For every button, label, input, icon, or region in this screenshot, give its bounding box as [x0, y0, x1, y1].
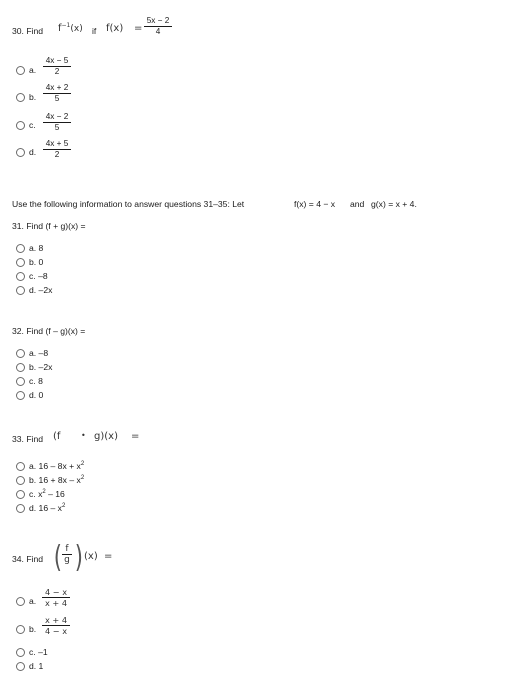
q33-equals: =	[131, 431, 140, 442]
q34-option-c: c. –1	[29, 647, 48, 657]
q33-prefix: 33. Find	[12, 434, 44, 444]
q33-expr-f: (f	[53, 431, 61, 442]
q34-left-paren: (	[53, 540, 62, 575]
q33-option-b-radio[interactable]	[16, 476, 25, 485]
q34-option-b-fraction: x + 4 4 − x	[41, 615, 71, 636]
q32-option-d-radio[interactable]	[16, 391, 25, 400]
q34-option-a-fraction: 4 − x x + 4	[41, 587, 71, 608]
q30-option-a-fraction: 4x − 5 2	[42, 56, 72, 77]
q33-option-c-radio[interactable]	[16, 490, 25, 499]
q33-option-d-radio[interactable]	[16, 504, 25, 513]
q34-equals: =	[104, 551, 113, 562]
q33-dot: •	[81, 431, 86, 440]
q30-option-a-label: a.	[29, 65, 37, 75]
q30-fraction: 5x − 2 4	[143, 16, 173, 37]
q34-option-a-radio[interactable]	[16, 597, 25, 606]
q32-option-c-radio[interactable]	[16, 377, 25, 386]
q30-option-c-radio[interactable]	[16, 121, 25, 130]
q33-option-a-radio[interactable]	[16, 462, 25, 471]
q31-option-a: a. 8	[29, 243, 44, 253]
q31-option-b: b. 0	[29, 257, 44, 267]
q31-option-c: c. –8	[29, 271, 48, 281]
info-f-def: f(x) = 4 − x	[294, 199, 336, 209]
q32-option-d: d. 0	[29, 390, 44, 400]
q33-option-a: a. $16 - 8x + x^2$	[29, 461, 85, 471]
q30-option-d-fraction: 4x + 5 2	[42, 139, 72, 160]
q31-option-c-radio[interactable]	[16, 272, 25, 281]
q30-option-b-label: b.	[29, 92, 37, 102]
q30-fx: f(x)	[106, 23, 124, 34]
q30-finverse: $f^{-1}(x)$	[58, 22, 83, 34]
q34-fraction: f g	[61, 544, 73, 565]
q33-option-b: b. $16 + 8x - x^2$	[29, 475, 85, 485]
q33-option-c: c. $x^2 - 16$	[29, 489, 65, 499]
q31-option-d-radio[interactable]	[16, 286, 25, 295]
q30-option-b-radio[interactable]	[16, 93, 25, 102]
q34-option-b-label: b.	[29, 624, 37, 634]
q32-option-a: a. –8	[29, 348, 49, 358]
info-g-def: g(x) = x + 4.	[371, 199, 417, 209]
q31-option-a-radio[interactable]	[16, 244, 25, 253]
q34-option-b-radio[interactable]	[16, 625, 25, 634]
q33-option-d: d. $16 - x^2$	[29, 503, 66, 513]
q30-option-a-radio[interactable]	[16, 66, 25, 75]
q32-option-b-radio[interactable]	[16, 363, 25, 372]
q34-prefix: 34. Find	[12, 554, 44, 564]
q30-if: if	[92, 26, 97, 36]
q33-expr-g: g)(x)	[94, 431, 118, 442]
q31-option-b-radio[interactable]	[16, 258, 25, 267]
q32-option-c: c. 8	[29, 376, 43, 386]
q31-question: 31. Find (f + g)(x) =	[12, 221, 86, 231]
q31-option-d: d. –2x	[29, 285, 53, 295]
q32-option-a-radio[interactable]	[16, 349, 25, 358]
q34-option-c-radio[interactable]	[16, 648, 25, 657]
info-text: Use the following information to answer questions 31–35: Let	[12, 199, 245, 209]
q34-option-d: d. 1	[29, 661, 44, 671]
q30-option-c-label: c.	[29, 120, 36, 130]
q30-equals: =	[134, 23, 143, 34]
q30-option-d-label: d.	[29, 147, 37, 157]
q34-option-d-radio[interactable]	[16, 662, 25, 671]
q30-prefix: 30. Find	[12, 26, 44, 36]
q30-option-c-fraction: 4x − 2 5	[42, 112, 72, 133]
q30-option-d-radio[interactable]	[16, 148, 25, 157]
q30-option-b-fraction: 4x + 2 5	[42, 83, 72, 104]
q34-right-paren: )	[74, 540, 83, 575]
q34-arg: (x)	[84, 551, 98, 562]
q32-question: 32. Find (f – g)(x) =	[12, 326, 86, 336]
info-and: and	[350, 199, 365, 209]
q32-option-b: b. –2x	[29, 362, 53, 372]
q34-option-a-label: a.	[29, 596, 37, 606]
